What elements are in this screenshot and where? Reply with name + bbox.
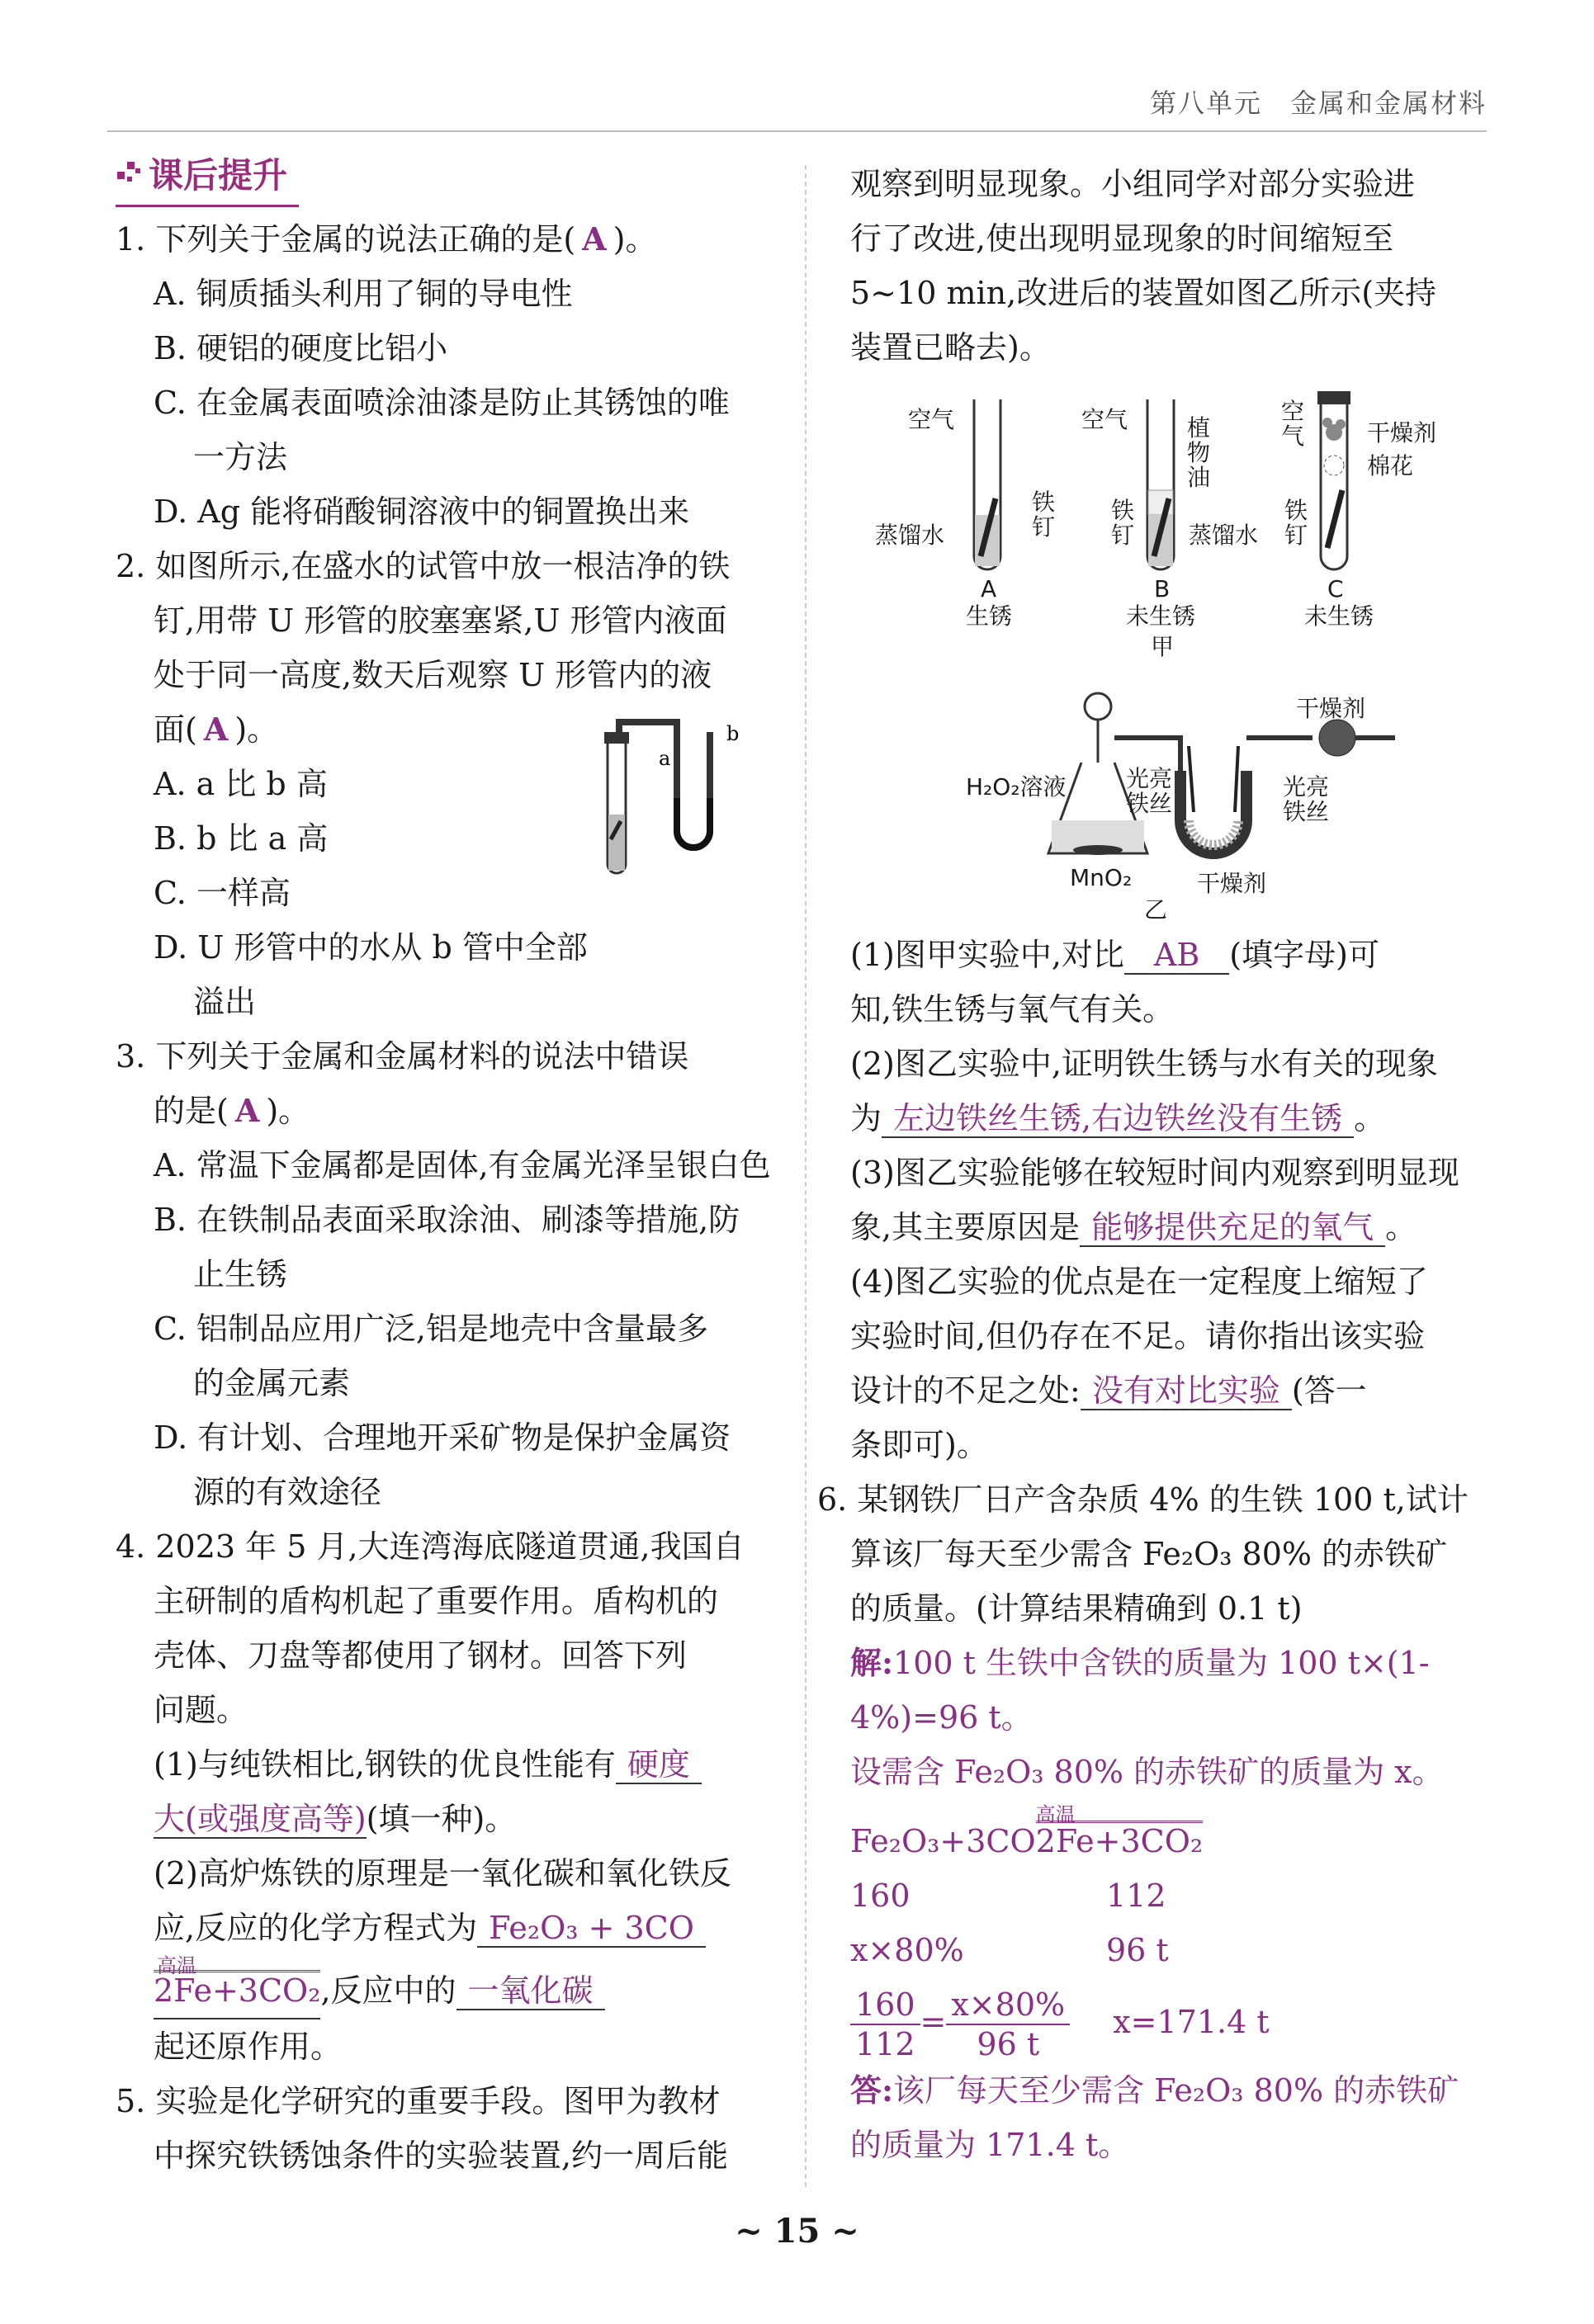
q2-line3: 处于同一高度,数天后观察 U 形管内的液	[154, 657, 712, 693]
q6-unknown-row	[850, 1923, 1494, 1977]
q6-mass-row	[850, 1868, 1494, 1923]
q3-line2-end: )。	[266, 1093, 310, 1129]
q6-frac1-den: 112	[855, 2026, 915, 2062]
q3-line2-text: 的是(	[154, 1093, 229, 1129]
q3-option-d-cont: 源的有效途径	[193, 1474, 382, 1510]
fig-yi-wire-left: 光亮铁丝	[1126, 765, 1173, 817]
running-header: 第八单元 金属和金属材料	[1149, 87, 1487, 119]
q4-sub1-answer-b: 大(或强度高等)	[154, 1801, 367, 1837]
q1-option-a: A. 铜质插头利用了铜的导电性	[154, 276, 573, 312]
q6-result: x=171.4 t	[1113, 2003, 1270, 2040]
q5-sub1-answer: AB	[1124, 937, 1229, 975]
q4-sub1-end: (填一种)。	[366, 1801, 517, 1837]
q1-option-c: C. 在金属表面喷涂油漆是防止其锈蚀的唯	[154, 385, 730, 421]
fig-a-label: A	[981, 575, 997, 602]
fig-a-nail: 铁钉	[1032, 489, 1056, 541]
q2-option-d: D. U 形管中的水从 b 管中全部	[154, 929, 588, 966]
q3-option-a: A. 常温下金属都是固体,有金属光泽呈银白色	[154, 1147, 771, 1183]
q2-line2: 钉,用带 U 形管的胶塞塞紧,U 形管内液面	[154, 602, 727, 639]
column-divider	[805, 165, 806, 2187]
q6-eq-left: Fe₂O₃+3CO	[850, 1823, 1036, 1859]
fig-yi-mno2: MnO₂	[1070, 864, 1133, 891]
q6-line3: 的质量。(计算结果精确到 0.1 t)	[850, 1590, 1303, 1627]
fig-yi-wire-right: 光亮铁丝	[1283, 773, 1330, 825]
q4-sub2-condition: 高温	[157, 1954, 196, 1977]
q5-line2: 中探究铁锈蚀条件的实验装置,约一周后能	[154, 2137, 729, 2174]
q5-sub1-text: (1)图甲实验中,对比	[850, 937, 1124, 973]
q6-proportion	[850, 1986, 1494, 2063]
q6-fraction-2	[946, 1986, 1070, 2063]
q6-fraction-1	[850, 1986, 920, 2063]
q6-eq-sign: =	[920, 2003, 947, 2040]
fig-b-air: 空气	[1081, 406, 1128, 433]
q6-answer-text1: 该厂每天至少需含 Fe₂O₃ 80% 的赤铁矿	[893, 2072, 1459, 2109]
q5-line1: 5. 实验是化学研究的重要手段。图甲为教材	[116, 2083, 721, 2119]
q5-sub4-answer: 没有对比实验	[1081, 1372, 1292, 1410]
q4-line3: 壳体、刀盘等都使用了钢材。回答下列	[154, 1637, 688, 1674]
q4-line2: 主研制的盾构机起了重要作用。盾构机的	[154, 1583, 719, 1619]
q4-sub1-answer-a: 硬度	[616, 1746, 702, 1784]
q4-sub2-line2	[116, 1901, 776, 1955]
q6-frac2-den: 96 t	[977, 2026, 1040, 2062]
q5-sub2-line2	[850, 1091, 1494, 1145]
q5-sub3-end: 。	[1385, 1209, 1417, 1245]
q2-fig-label-b: b	[726, 722, 740, 745]
q5-sub4-line1: (4)图乙实验的优点是在一定程度上缩短了	[850, 1264, 1428, 1300]
header-rule	[107, 130, 1487, 132]
q5-sub4-line4: 条即可)。	[850, 1427, 988, 1463]
q2-line1: 2. 如图所示,在盛水的试管中放一根洁净的铁	[116, 548, 731, 584]
q6-unknown-96: 96 t	[1106, 1932, 1169, 1968]
fig-yi-drier-bottom: 干燥剂	[1197, 870, 1267, 897]
fig-c-label: C	[1327, 575, 1344, 602]
page-number: ~ 15 ~	[735, 2212, 859, 2251]
q5-sub3-line1: (3)图乙实验能够在较短时间内观察到明显现	[850, 1155, 1459, 1191]
q5-sub4-line2: 实验时间,但仍存在不足。请你指出该实验	[850, 1318, 1426, 1354]
q4-line4: 问题。	[154, 1692, 248, 1728]
q4-sub2-eq-right: 2Fe+3CO₂	[154, 1970, 320, 2009]
q5-r4: 装置已略去)。	[850, 329, 1051, 366]
q5-sub4-text: 设计的不足之处:	[850, 1372, 1081, 1409]
fig-c-air: 空气	[1281, 398, 1305, 450]
q6-line1: 6. 某钢铁厂日产含杂质 4% 的生铁 100 t,试计	[817, 1481, 1469, 1518]
q6-answer-line1	[850, 2063, 1494, 2118]
q5-sub2-text: 为	[850, 1100, 882, 1136]
q1-option-d: D. Ag 能将硝酸铜溶液中的铜置换出来	[154, 494, 690, 530]
q6-frac1-num: 160	[850, 1986, 920, 2025]
q5-sub4-end: (答一	[1291, 1372, 1367, 1409]
q3-option-b: B. 在铁制品表面采取涂油、刷漆等措施,防	[154, 1202, 740, 1238]
q3-line2	[116, 1084, 776, 1138]
q4-sub1-cont	[116, 1792, 776, 1846]
q5-sub4-line3	[850, 1363, 1494, 1418]
q3-option-b-cont: 止生锈	[193, 1256, 288, 1292]
q4-sub2-line3	[116, 1955, 776, 2019]
q4-sub2-text: 应,反应的化学方程式为	[154, 1910, 478, 1946]
fig-c-cotton: 棉花	[1367, 452, 1414, 479]
q4-sub1-text: (1)与纯铁相比,钢铁的优良性能有	[154, 1746, 616, 1783]
q6-equation	[850, 1803, 1494, 1868]
fig-caption-jia: 甲	[1151, 633, 1175, 660]
q3-option-c: C. 铝制品应用广泛,铝是地壳中含量最多	[154, 1311, 708, 1347]
q5-sub3-answer: 能够提供充足的氧气	[1080, 1209, 1385, 1247]
q2-u-tube-figure	[594, 716, 759, 889]
q1-stem-text: 1. 下列关于金属的说法正确的是(	[116, 221, 576, 257]
q3-line1: 3. 下列关于金属和金属材料的说法中错误	[116, 1038, 689, 1075]
q1-stem	[116, 212, 776, 267]
q1-answer: A	[582, 220, 607, 257]
fig-b-oil: 植物油	[1187, 414, 1211, 491]
q6-solution-text1: 100 t 生铁中含铁的质量为 100 t×(1-	[893, 1645, 1430, 1681]
section-title	[116, 149, 299, 207]
fig-b-label: B	[1154, 575, 1171, 602]
q2-fig-label-a: a	[659, 747, 671, 770]
q2-option-c: C. 一样高	[154, 875, 291, 911]
q3-answer: A	[234, 1092, 260, 1129]
fig-b-state: 未生锈	[1126, 602, 1196, 630]
q1-option-c-cont: 一方法	[193, 439, 288, 475]
q4-sub2-line1: (2)高炉炼铁的原理是一氧化碳和氧化铁反	[154, 1855, 731, 1892]
q2-options-with-figure	[116, 722, 776, 1029]
fig-b-nail: 铁钉	[1111, 497, 1135, 549]
q5-sub3-text: 象,其主要原因是	[850, 1209, 1081, 1245]
q6-line2: 算该厂每天至少需含 Fe₂O₃ 80% 的赤铁矿	[850, 1536, 1448, 1572]
q6-solution-line1	[850, 1636, 1494, 1690]
left-column	[116, 149, 776, 2183]
q6-answer-line2: 的质量为 171.4 t。	[850, 2127, 1130, 2163]
q6-eq-condition: 高温	[1035, 1803, 1076, 1826]
section-dots-icon	[117, 160, 140, 183]
fig-c-drier: 干燥剂	[1367, 419, 1437, 446]
fig-yi-drier-top: 干燥剂	[1296, 695, 1366, 722]
q5-sub2-answer: 左边铁丝生锈,右边铁丝没有生锈	[882, 1100, 1354, 1138]
q4-sub1	[116, 1737, 776, 1792]
q2-answer: A	[203, 711, 229, 748]
q2-option-a: A. a 比 b 高	[154, 766, 328, 802]
q5-sub3-line2	[850, 1200, 1494, 1254]
q3-option-c-cont: 的金属元素	[193, 1365, 351, 1401]
q4-sub2-eq-left: Fe₂O₃ + 3CO	[477, 1910, 706, 1948]
q6-eq-arrow-wrap	[1035, 1803, 1204, 1868]
q2-line4-end: )。	[234, 711, 279, 748]
q6-mass-112: 112	[1106, 1878, 1166, 1914]
q5-sub1	[850, 928, 1494, 982]
q5-sub1-line2: 知,铁生锈与氧气有关。	[850, 991, 1175, 1027]
q5-sub1-end: (填字母)可	[1229, 937, 1379, 973]
fig-yi-h2o2: H₂O₂溶液	[966, 773, 1067, 801]
q6-frac2-num: x×80%	[946, 1986, 1070, 2025]
q4-sub2-eq-right-wrap	[154, 1955, 320, 2019]
q6-solution-line3: 设需含 Fe₂O₃ 80% 的赤铁矿的质量为 x。	[850, 1754, 1444, 1790]
fig-a-state: 生锈	[966, 602, 1013, 630]
q6-unknown-x: x×80%	[850, 1932, 964, 1968]
q2-option-b: B. b 比 a 高	[154, 820, 329, 857]
q2-line4-text: 面(	[154, 711, 197, 748]
fig-c-nail: 铁钉	[1284, 497, 1308, 549]
q4-sub2-end: 起还原作用。	[154, 2029, 343, 2065]
fig-caption-yi: 乙	[1144, 896, 1168, 923]
section-title-text: 课后提升	[149, 155, 288, 196]
fig-c-state: 未生锈	[1304, 602, 1374, 630]
fig-a-water: 蒸馏水	[875, 522, 945, 549]
figure-yi	[850, 688, 1494, 928]
q6-solution-line2: 4%)=96 t。	[850, 1699, 1033, 1736]
q6-mass-160: 160	[850, 1878, 911, 1914]
q5-sub2-line1: (2)图乙实验中,证明铁生锈与水有关的现象	[850, 1046, 1438, 1082]
q6-solution-label: 解:	[850, 1644, 894, 1681]
q1-stem-end: )。	[613, 221, 657, 257]
q5-r2: 行了改进,使出现明显现象的时间缩短至	[850, 220, 1394, 257]
q5-r3: 5~10 min,改进后的装置如图乙所示(夹持	[850, 275, 1437, 311]
q5-r1: 观察到明显现象。小组同学对部分实验进	[850, 166, 1416, 202]
q5-sub2-end: 。	[1354, 1100, 1386, 1136]
right-column	[817, 157, 1494, 2172]
q4-sub2-mid: ,反应中的	[320, 1972, 456, 2009]
q3-option-d: D. 有计划、合理地开采矿物是保护金属资	[154, 1419, 731, 1456]
fig-b-water: 蒸馏水	[1189, 522, 1259, 549]
figure-jia	[850, 391, 1494, 688]
q4-line1: 4. 2023 年 5 月,大连湾海底隧道贯通,我国自	[116, 1528, 745, 1565]
q2-option-d-cont: 溢出	[193, 984, 257, 1020]
q1-option-b: B. 硬铝的硬度比铝小	[154, 330, 448, 366]
q6-eq-right: 2Fe+3CO₂	[1036, 1821, 1203, 1859]
q4-sub2-answer: 一氧化碳	[456, 1972, 605, 2010]
q6-answer-label: 答:	[850, 2071, 894, 2109]
fig-a-air: 空气	[908, 406, 955, 433]
